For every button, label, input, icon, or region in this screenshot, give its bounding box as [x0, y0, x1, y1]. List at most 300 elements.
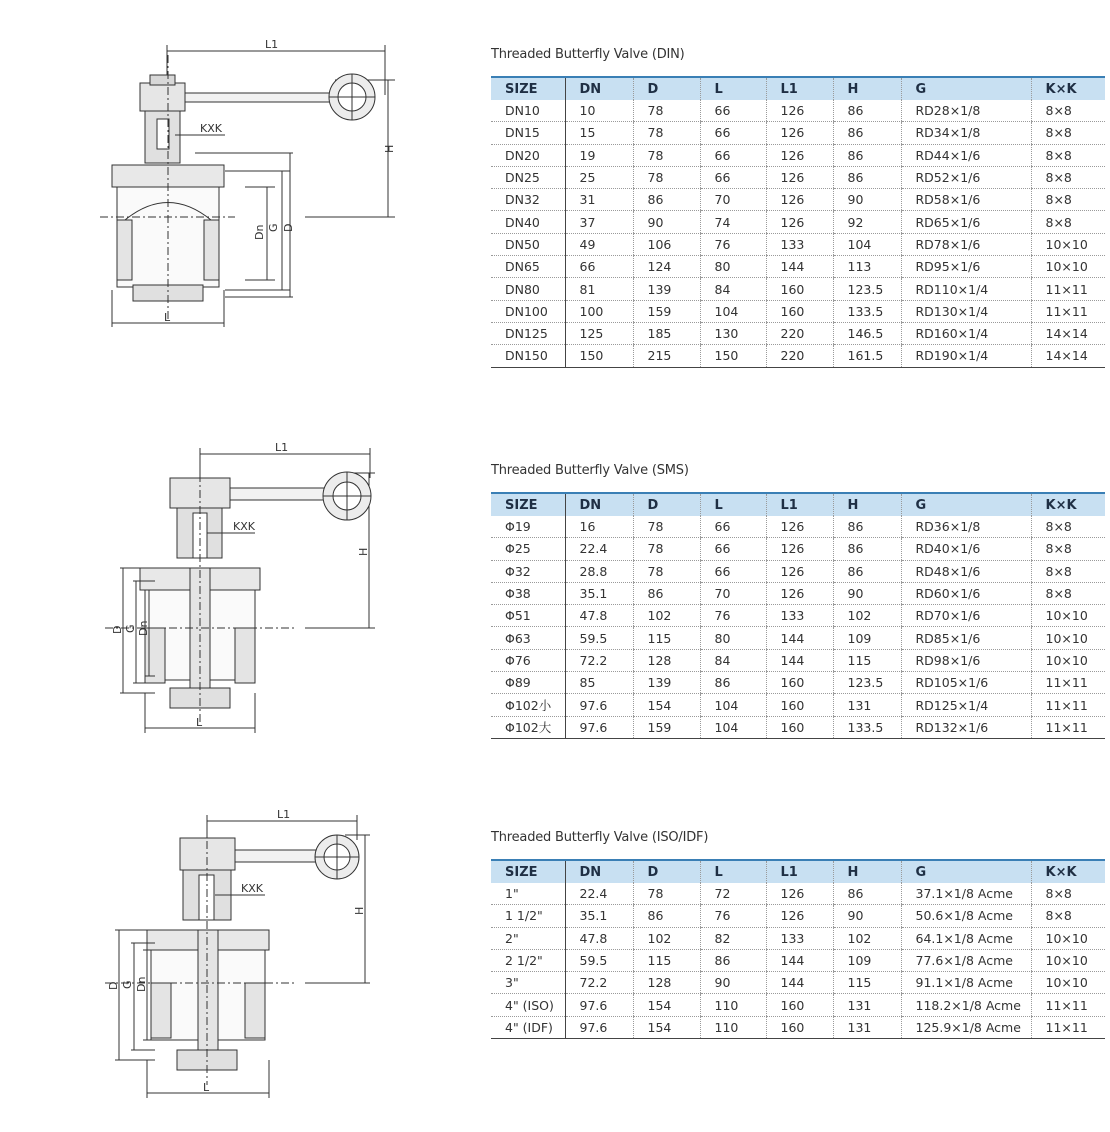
table-cell: 130 [700, 322, 766, 344]
label-l1: L1 [275, 441, 289, 454]
table-row [491, 100, 1105, 122]
table-cell: Φ102大 [491, 716, 565, 738]
table-cell: 126 [766, 883, 833, 905]
table-row [491, 516, 1105, 538]
table-cell: 66 [565, 256, 633, 278]
table-cell: 86 [700, 949, 766, 971]
table-cell: 86 [833, 166, 901, 188]
table-cell: 80 [700, 627, 766, 649]
table-cell: 86 [833, 516, 901, 538]
table-cell: 126 [766, 516, 833, 538]
table-cell: 125.9×1/8 Acme [901, 1016, 1031, 1038]
table-cell: 16 [565, 516, 633, 538]
table-cell: 59.5 [565, 627, 633, 649]
table-cell: 72.2 [565, 972, 633, 994]
table-cell: RD105×1/6 [901, 672, 1031, 694]
table-cell: DN100 [491, 300, 565, 322]
table-cell: Φ38 [491, 582, 565, 604]
table-body [491, 516, 1105, 738]
table-cell: DN65 [491, 256, 565, 278]
table-cell: RD98×1/6 [901, 649, 1031, 671]
table-row [491, 672, 1105, 694]
table-cell: DN20 [491, 144, 565, 166]
table-cell: 49 [565, 233, 633, 255]
table-cell: 185 [633, 322, 700, 344]
table-row [491, 582, 1105, 604]
table-cell: DN50 [491, 233, 565, 255]
table-cell: 215 [633, 345, 700, 367]
table-cell: RD95×1/6 [901, 256, 1031, 278]
table-cell: 86 [833, 100, 901, 122]
table-cell: 22.4 [565, 538, 633, 560]
table-cell: 78 [633, 883, 700, 905]
label-l: L [196, 716, 203, 729]
table-cell: 144 [766, 256, 833, 278]
column-header: SIZE [491, 77, 565, 100]
table-cell: 97.6 [565, 716, 633, 738]
table-cell: 3" [491, 972, 565, 994]
table-row [491, 649, 1105, 671]
table-cell: 126 [766, 100, 833, 122]
table-cell: 72 [700, 883, 766, 905]
table-cell: 64.1×1/8 Acme [901, 927, 1031, 949]
table-cell: 4" (IDF) [491, 1016, 565, 1038]
column-header: G [901, 77, 1031, 100]
column-header: H [833, 493, 901, 516]
table-cell: 104 [700, 300, 766, 322]
column-header: L [700, 860, 766, 883]
table-cell: 84 [700, 649, 766, 671]
table-row [491, 994, 1105, 1016]
column-header: L [700, 493, 766, 516]
table-cell: Φ63 [491, 627, 565, 649]
table-title-din: Threaded Butterfly Valve (DIN) [491, 47, 685, 62]
table-cell: 11×11 [1031, 278, 1105, 300]
table-cell: RD70×1/6 [901, 605, 1031, 627]
table-cell: RD52×1/6 [901, 166, 1031, 188]
table-cell: 102 [833, 927, 901, 949]
table-cell: 8×8 [1031, 538, 1105, 560]
table-cell: 133 [766, 927, 833, 949]
table-cell: 14×14 [1031, 322, 1105, 344]
table-cell: 35.1 [565, 905, 633, 927]
table-cell: 11×11 [1031, 300, 1105, 322]
table-row [491, 716, 1105, 738]
table-cell: 97.6 [565, 1016, 633, 1038]
table-cell: 37 [565, 211, 633, 233]
table-cell: 110 [700, 1016, 766, 1038]
table-row [491, 972, 1105, 994]
table-cell: 76 [700, 233, 766, 255]
table-cell: 19 [565, 144, 633, 166]
table-cell: 78 [633, 144, 700, 166]
table-cell: DN40 [491, 211, 565, 233]
table-row [491, 278, 1105, 300]
table-cell: 109 [833, 949, 901, 971]
table-cell: 123.5 [833, 672, 901, 694]
table-cell: 1" [491, 883, 565, 905]
label-l: L [203, 1081, 210, 1094]
table-cell: 139 [633, 278, 700, 300]
table-row [491, 189, 1105, 211]
label-g: G [124, 624, 137, 633]
table-row [491, 211, 1105, 233]
table-cell: 78 [633, 516, 700, 538]
label-kxk: KXK [241, 882, 263, 895]
table-cell: 8×8 [1031, 905, 1105, 927]
table-cell: 220 [766, 345, 833, 367]
table-cell: 66 [700, 100, 766, 122]
table-cell: DN10 [491, 100, 565, 122]
column-header: DN [565, 860, 633, 883]
table-row [491, 905, 1105, 927]
table-cell: 2" [491, 927, 565, 949]
table-cell: 144 [766, 627, 833, 649]
table-cell: RD85×1/6 [901, 627, 1031, 649]
table-row [491, 122, 1105, 144]
table-cell: 10×10 [1031, 605, 1105, 627]
table-cell: 8×8 [1031, 883, 1105, 905]
table-cell: 90 [633, 211, 700, 233]
column-header: D [633, 493, 700, 516]
table-cell: Φ102小 [491, 694, 565, 716]
table-cell: RD125×1/4 [901, 694, 1031, 716]
column-header: L1 [766, 493, 833, 516]
table-cell: RD28×1/8 [901, 100, 1031, 122]
table-cell: 126 [766, 905, 833, 927]
table-cell: 154 [633, 1016, 700, 1038]
table-cell: 139 [633, 672, 700, 694]
column-header: K×K [1031, 77, 1105, 100]
table-cell: 86 [700, 672, 766, 694]
column-header: G [901, 860, 1031, 883]
table-cell: 66 [700, 516, 766, 538]
column-header: K×K [1031, 493, 1105, 516]
table-cell: 22.4 [565, 883, 633, 905]
table-cell: 25 [565, 166, 633, 188]
table-cell: 66 [700, 144, 766, 166]
table-cell: 125 [565, 322, 633, 344]
table-cell: 28.8 [565, 560, 633, 582]
table-cell: 118.2×1/8 Acme [901, 994, 1031, 1016]
table-cell: 72.2 [565, 649, 633, 671]
table-cell: 160 [766, 994, 833, 1016]
table-cell: 92 [833, 211, 901, 233]
table-cell: 10×10 [1031, 256, 1105, 278]
table-row [491, 605, 1105, 627]
table-cell: 1 1/2" [491, 905, 565, 927]
table-cell: RD130×1/4 [901, 300, 1031, 322]
column-header: L1 [766, 860, 833, 883]
table-cell: 76 [700, 905, 766, 927]
table-cell: 154 [633, 994, 700, 1016]
label-dn: Dn [253, 224, 266, 240]
table-cell: 102 [633, 927, 700, 949]
column-header: L [700, 77, 766, 100]
table-cell: 110 [700, 994, 766, 1016]
table-cell: 59.5 [565, 949, 633, 971]
table-cell: 76 [700, 605, 766, 627]
table-cell: 128 [633, 649, 700, 671]
table-cell: 70 [700, 582, 766, 604]
table-header-row [491, 77, 1105, 100]
table-cell: RD190×1/4 [901, 345, 1031, 367]
table-cell: RD65×1/6 [901, 211, 1031, 233]
table-cell: 14×14 [1031, 345, 1105, 367]
table-cell: 11×11 [1031, 994, 1105, 1016]
table-cell: 8×8 [1031, 582, 1105, 604]
table-title-sms: Threaded Butterfly Valve (SMS) [491, 463, 689, 478]
column-header: H [833, 860, 901, 883]
spec-table-sms [491, 492, 1105, 739]
table-body [491, 883, 1105, 1039]
table-cell: 66 [700, 560, 766, 582]
table-cell: 10×10 [1031, 949, 1105, 971]
table-cell: 159 [633, 716, 700, 738]
table-cell: 220 [766, 322, 833, 344]
table-cell: 8×8 [1031, 122, 1105, 144]
column-header: G [901, 493, 1031, 516]
table-cell: 133.5 [833, 300, 901, 322]
table-cell: 104 [700, 716, 766, 738]
table-cell: 70 [700, 189, 766, 211]
table-row [491, 560, 1105, 582]
column-header: SIZE [491, 493, 565, 516]
table-cell: 8×8 [1031, 100, 1105, 122]
table-cell: 144 [766, 972, 833, 994]
table-cell: DN25 [491, 166, 565, 188]
table-cell: 11×11 [1031, 694, 1105, 716]
table-cell: DN80 [491, 278, 565, 300]
table-cell: 124 [633, 256, 700, 278]
table-header-row [491, 860, 1105, 883]
table-cell: 10×10 [1031, 627, 1105, 649]
table-cell: 86 [833, 560, 901, 582]
table-cell: 126 [766, 166, 833, 188]
table-cell: Φ32 [491, 560, 565, 582]
table-row [491, 300, 1105, 322]
table-cell: 109 [833, 627, 901, 649]
table-cell: 106 [633, 233, 700, 255]
table-cell: RD34×1/8 [901, 122, 1031, 144]
label-g: G [267, 223, 280, 232]
table-cell: 159 [633, 300, 700, 322]
table-cell: 126 [766, 122, 833, 144]
table-cell: 160 [766, 300, 833, 322]
table-cell: 8×8 [1031, 166, 1105, 188]
table-row [491, 144, 1105, 166]
column-header: L1 [766, 77, 833, 100]
table-cell: 66 [700, 166, 766, 188]
table-cell: 8×8 [1031, 144, 1105, 166]
table-cell: 86 [833, 144, 901, 166]
table-cell: 160 [766, 716, 833, 738]
table-cell: 102 [633, 605, 700, 627]
table-cell: 133 [766, 233, 833, 255]
table-cell: 10×10 [1031, 233, 1105, 255]
table-cell: 131 [833, 1016, 901, 1038]
label-l: L [164, 311, 171, 324]
table-cell: 133 [766, 605, 833, 627]
table-cell: RD60×1/6 [901, 582, 1031, 604]
label-d: D [282, 223, 295, 232]
table-cell: 4" (ISO) [491, 994, 565, 1016]
table-cell: 31 [565, 189, 633, 211]
table-cell: Φ89 [491, 672, 565, 694]
label-l1: L1 [277, 808, 291, 821]
table-cell: 86 [633, 189, 700, 211]
table-row [491, 1016, 1105, 1038]
table-cell: 81 [565, 278, 633, 300]
table-cell: 90 [833, 189, 901, 211]
table-cell: Φ25 [491, 538, 565, 560]
table-cell: 144 [766, 949, 833, 971]
table-row [491, 322, 1105, 344]
table-cell: 35.1 [565, 582, 633, 604]
table-cell: 84 [700, 278, 766, 300]
table-cell: 133.5 [833, 716, 901, 738]
table-cell: 150 [700, 345, 766, 367]
table-cell: 11×11 [1031, 1016, 1105, 1038]
table-cell: RD132×1/6 [901, 716, 1031, 738]
table-cell: 97.6 [565, 694, 633, 716]
table-cell: 128 [633, 972, 700, 994]
table-row [491, 166, 1105, 188]
label-d: D [111, 625, 124, 634]
table-row [491, 949, 1105, 971]
table-cell: 104 [700, 694, 766, 716]
label-h: H [357, 547, 370, 556]
table-row [491, 233, 1105, 255]
table-row [491, 627, 1105, 649]
table-cell: 78 [633, 166, 700, 188]
table-cell: 47.8 [565, 605, 633, 627]
table-cell: 91.1×1/8 Acme [901, 972, 1031, 994]
label-dn: Dn [137, 620, 150, 636]
spec-table-din [491, 76, 1105, 368]
table-cell: 78 [633, 538, 700, 560]
table-cell: 66 [700, 122, 766, 144]
table-title-iso-idf: Threaded Butterfly Valve (ISO/IDF) [491, 830, 709, 845]
table-cell: 160 [766, 1016, 833, 1038]
table-cell: 86 [833, 122, 901, 144]
label-h: H [383, 144, 396, 153]
table-cell: DN125 [491, 322, 565, 344]
table-cell: 78 [633, 100, 700, 122]
table-cell: 86 [833, 538, 901, 560]
table-header-row [491, 493, 1105, 516]
column-header: DN [565, 493, 633, 516]
table-cell: 77.6×1/8 Acme [901, 949, 1031, 971]
table-cell: 37.1×1/8 Acme [901, 883, 1031, 905]
table-cell: 10×10 [1031, 927, 1105, 949]
table-cell: 47.8 [565, 927, 633, 949]
table-cell: 78 [633, 122, 700, 144]
table-cell: 86 [633, 582, 700, 604]
spec-table-iso-idf [491, 859, 1105, 1039]
table-cell: 144 [766, 649, 833, 671]
table-cell: 126 [766, 560, 833, 582]
table-row [491, 927, 1105, 949]
table-cell: 150 [565, 345, 633, 367]
table-cell: 11×11 [1031, 672, 1105, 694]
table-cell: 74 [700, 211, 766, 233]
table-cell: Φ76 [491, 649, 565, 671]
label-h: H [353, 906, 366, 915]
table-cell: 90 [833, 582, 901, 604]
table-cell: 80 [700, 256, 766, 278]
table-cell: 10×10 [1031, 972, 1105, 994]
table-cell: 126 [766, 211, 833, 233]
table-cell: 160 [766, 278, 833, 300]
table-row [491, 694, 1105, 716]
table-cell: 8×8 [1031, 189, 1105, 211]
table-cell: 10 [565, 100, 633, 122]
table-cell: Φ51 [491, 605, 565, 627]
table-cell: 104 [833, 233, 901, 255]
table-cell: 86 [633, 905, 700, 927]
column-header: H [833, 77, 901, 100]
table-cell: 66 [700, 538, 766, 560]
table-cell: 160 [766, 672, 833, 694]
valve-drawing-iso-idf [95, 805, 395, 1105]
table-cell: 146.5 [833, 322, 901, 344]
table-cell: 115 [833, 649, 901, 671]
table-cell: 82 [700, 927, 766, 949]
table-cell: 131 [833, 994, 901, 1016]
table-cell: DN32 [491, 189, 565, 211]
column-header: D [633, 860, 700, 883]
column-header: D [633, 77, 700, 100]
table-cell: RD160×1/4 [901, 322, 1031, 344]
table-cell: 90 [700, 972, 766, 994]
column-header: SIZE [491, 860, 565, 883]
table-cell: DN15 [491, 122, 565, 144]
table-cell: 126 [766, 144, 833, 166]
table-cell: RD78×1/6 [901, 233, 1031, 255]
table-cell: 97.6 [565, 994, 633, 1016]
table-cell: 126 [766, 538, 833, 560]
label-kxk: KXK [233, 520, 255, 533]
valve-drawing-din [95, 35, 400, 330]
table-cell: RD40×1/6 [901, 538, 1031, 560]
table-cell: 115 [633, 627, 700, 649]
table-cell: 78 [633, 560, 700, 582]
label-g: G [121, 980, 134, 989]
table-cell: RD44×1/6 [901, 144, 1031, 166]
table-cell: 10×10 [1031, 649, 1105, 671]
table-body [491, 100, 1105, 367]
table-cell: 126 [766, 189, 833, 211]
table-cell: 8×8 [1031, 516, 1105, 538]
table-cell: 2 1/2" [491, 949, 565, 971]
table-cell: 131 [833, 694, 901, 716]
column-header: DN [565, 77, 633, 100]
table-cell: DN150 [491, 345, 565, 367]
table-cell: Φ19 [491, 516, 565, 538]
table-cell: 8×8 [1031, 211, 1105, 233]
table-cell: RD48×1/6 [901, 560, 1031, 582]
table-cell: 154 [633, 694, 700, 716]
table-cell: 123.5 [833, 278, 901, 300]
table-cell: 113 [833, 256, 901, 278]
valve-drawing-sms [95, 438, 395, 738]
table-cell: 90 [833, 905, 901, 927]
table-cell: 126 [766, 582, 833, 604]
table-row [491, 345, 1105, 367]
label-dn: Dn [135, 976, 148, 992]
table-cell: 100 [565, 300, 633, 322]
